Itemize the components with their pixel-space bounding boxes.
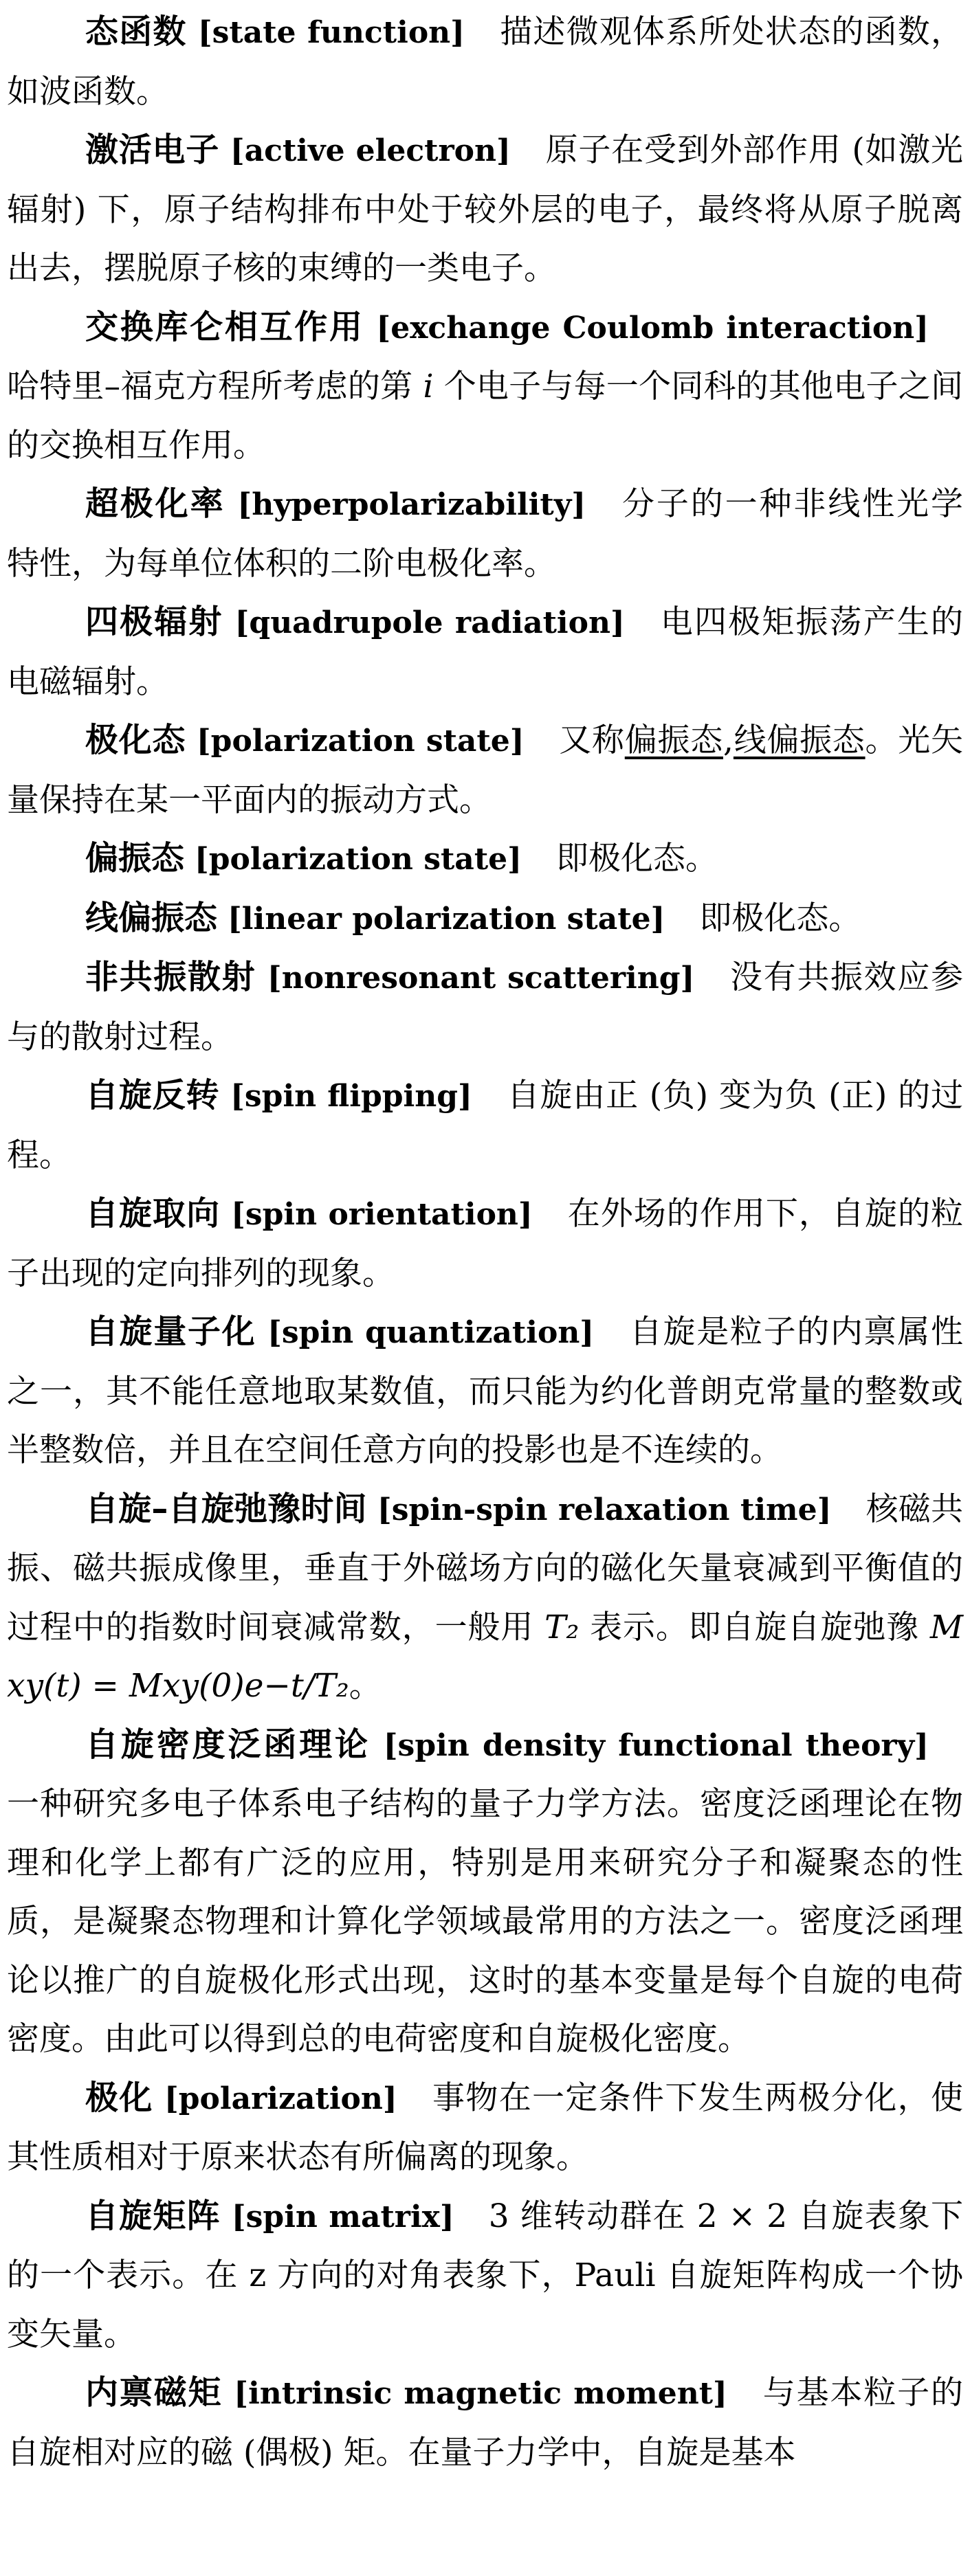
headword: 偏振态	[85, 839, 185, 877]
entry-spin-flipping	[7, 1066, 963, 1185]
definition: 3 维转动群在 2 × 2 自旋表象下的一个表示。在 z 方向的对角表象下，Pauli 自旋矩阵构成一个协变矢量。	[7, 2197, 963, 2353]
entry-polarization-state-alt	[7, 829, 963, 889]
headword: 线偏振态	[85, 898, 218, 937]
entry-hyperpolarizability	[7, 475, 963, 593]
english-term: [state function]	[197, 15, 465, 50]
cross-reference-link[interactable]: 偏振态	[624, 721, 723, 759]
cross-reference-link[interactable]: 线偏振态	[733, 721, 866, 759]
english-term: [linear polarization state]	[227, 901, 665, 937]
definition: 即极化态。	[555, 840, 718, 877]
english-term: [quadrupole radiation]	[234, 605, 625, 640]
headword: 自旋取向	[85, 1194, 221, 1233]
formula: Mxy(t) = Mxy(0)e−t/T₂	[7, 1608, 963, 1705]
headword: 四极辐射	[85, 603, 223, 641]
separator: ,	[723, 721, 734, 759]
definition: 又称	[558, 721, 625, 759]
headword: 态函数	[85, 12, 187, 51]
english-term: [spin flipping]	[230, 1079, 472, 1114]
definition: 自旋是粒子的内禀属性之一，其不能任意地取某数值，而只能为约化普朗克常量的整数或半整数倍，并且在空间任意方向的投影也是不连续的。	[7, 1313, 963, 1469]
definition: 分子的一种非线性光学特性，为每单位体积的二阶电极化率。	[7, 485, 963, 583]
entry-spin-spin-relaxation-time	[7, 1480, 963, 1716]
english-term: [spin density functional theory]	[383, 1727, 929, 1763]
definition: 哈特里–福克方程所考虑的第	[7, 368, 423, 405]
headword: 自旋反转	[85, 1076, 220, 1115]
headword: 自旋–自旋弛豫时间	[85, 1489, 367, 1528]
entry-spin-orientation	[7, 1185, 963, 1303]
english-term: [spin matrix]	[231, 2199, 454, 2235]
definition: 与基本粒子的自旋相对应的磁 (偶极) 矩。在量子力学中，自旋是基本	[7, 2374, 964, 2472]
headword: 自旋密度泛函理论	[85, 1725, 371, 1764]
entry-polarization	[7, 2069, 963, 2187]
entry-polarization-state	[7, 711, 963, 829]
headword: 自旋量子化	[85, 1312, 256, 1351]
definition: 电四极矩振荡产生的电磁辐射。	[7, 603, 963, 701]
definition: 一种研究多电子体系电子结构的量子力学方法。密度泛函理论在物理和化学上都有广泛的应用，特别是用来研究分子和凝聚态的性质，是凝聚态物理和计算化学领域最常用的方法之一。密度泛函理论以推广的自旋极化形式出现，这时的基本变量是每个自旋的电荷密度。由此可以得到总的电荷密度和自旋极化密度。	[7, 1785, 963, 2058]
variable: i	[423, 368, 434, 405]
entry-intrinsic-magnetic-moment	[7, 2364, 963, 2482]
headword: 自旋矩阵	[85, 2196, 221, 2235]
headword: 内禀磁矩	[85, 2373, 223, 2412]
headword: 极化态	[85, 721, 186, 759]
definition: 在外场的作用下，自旋的粒子出现的定向排列的现象。	[7, 1195, 963, 1292]
english-term: [intrinsic magnetic moment]	[234, 2376, 727, 2411]
headword: 激活电子	[85, 131, 220, 169]
definition: 自旋由正 (负) 变为负 (正) 的过程。	[7, 1077, 963, 1174]
headword: 极化	[85, 2078, 153, 2117]
entry-spin-matrix	[7, 2187, 963, 2364]
entry-state-function	[7, 3, 963, 121]
definition: 即极化态。	[699, 899, 861, 937]
english-term: [polarization state]	[196, 724, 525, 759]
headword: 交换库仑相互作用	[85, 307, 364, 346]
english-term: [active electron]	[230, 133, 511, 168]
entry-linear-polarization-state	[7, 889, 963, 949]
definition-continued: 个电子与每一个同科的其他电子之间的交换相互作用。	[7, 368, 963, 464]
definition: 原子在受到外部作用 (如激光辐射) 下，原子结构排布中处于较外层的电子，最终将从原子脱离出去，摆脱原子核的束缚的一类电子。	[7, 131, 963, 287]
entry-spin-quantization	[7, 1303, 963, 1480]
entry-nonresonant-scattering	[7, 948, 963, 1066]
symbol: T₂	[544, 1608, 580, 1646]
definition: 核磁共振、磁共振成像里，垂直于外磁场方向的磁化矢量衰减到平衡值的过程中的指数时间衰减常数，一般用	[7, 1490, 963, 1646]
english-term: [polarization]	[164, 2081, 397, 2116]
headword: 非共振散射	[85, 958, 256, 996]
definition-continued: 表示。即自旋自旋弛豫	[579, 1608, 930, 1646]
english-term: [exchange Coulomb interaction]	[376, 310, 929, 346]
english-term: [spin quantization]	[267, 1315, 595, 1350]
english-term: [polarization state]	[194, 842, 522, 877]
entry-spin-density-functional-theory	[7, 1716, 963, 2069]
entry-quadrupole-radiation	[7, 593, 963, 711]
definition: 描述微观体系所处状态的函数，如波函数。	[7, 13, 963, 111]
english-term: [spin orientation]	[231, 1197, 533, 1232]
headword: 超极化率	[85, 484, 225, 523]
definition-end: 。	[349, 1667, 382, 1705]
english-term: [hyperpolarizability]	[237, 487, 586, 522]
english-term: [nonresonant scattering]	[267, 961, 695, 996]
definition: 事物在一定条件下发生两极分化，使其性质相对于原来状态有所偏离的现象。	[7, 2079, 963, 2176]
definition: 没有共振效应参与的散射过程。	[7, 959, 963, 1056]
english-term: [spin-spin relaxation time]	[377, 1492, 832, 1527]
definition-continued: 。光矢量保持在某一平面内的振动方式。	[7, 721, 963, 819]
entry-active-electron	[7, 121, 963, 298]
entry-exchange-coulomb-interaction	[7, 298, 963, 475]
